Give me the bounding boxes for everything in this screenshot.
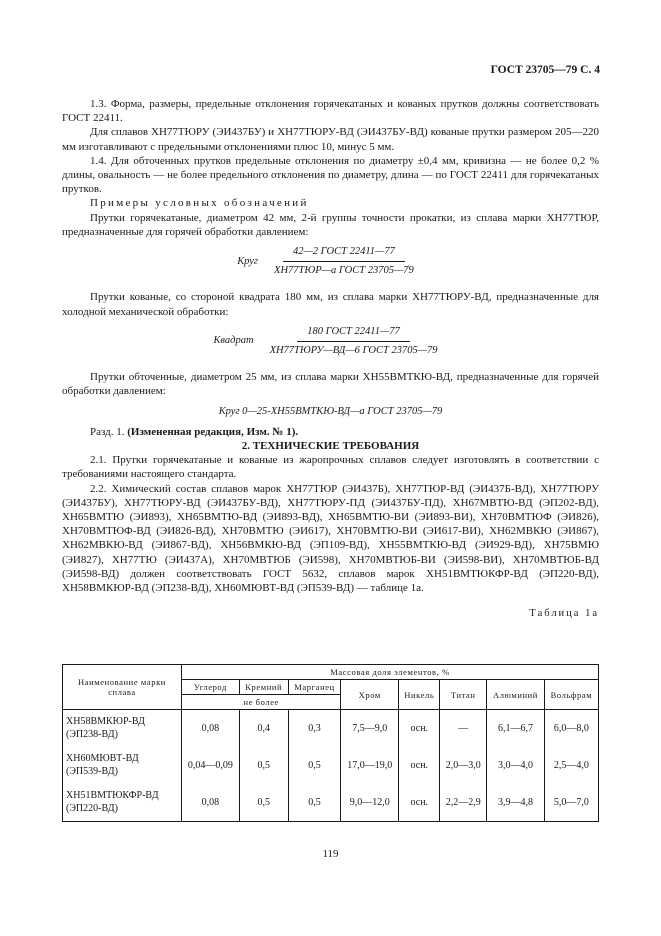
document-body bbox=[62, 97, 599, 626]
cell-tungsten: 6,0—8,0 bbox=[544, 710, 598, 748]
example-3-designation: Круг 0—25-ХН55ВМТКЮ-ВД—а ГОСТ 23705—79 bbox=[218, 405, 443, 417]
paragraph-1-3-alloys: Для сплавов ХН77ТЮРУ (ЭИ437БУ) и ХН77ТЮРУ-ВД (ЭИ437БУ-ВД) кованые прутки размером 205—220 мм изготавливают с предельными отклонениями плюс 10, минус 5 мм. bbox=[62, 126, 599, 153]
examples-title: Примеры условных обозначений bbox=[90, 197, 309, 210]
example-2-label: Квадрат bbox=[213, 335, 254, 347]
cell-silicon: 0,5 bbox=[239, 784, 288, 822]
section-2-title: 2. ТЕХНИЧЕСКИЕ ТРЕБОВАНИЯ bbox=[241, 440, 420, 453]
cell-carbon: 0,08 bbox=[182, 784, 240, 822]
cell-silicon: 0,5 bbox=[239, 747, 288, 784]
example-1-designation bbox=[62, 245, 599, 278]
example-1-label: Круг bbox=[237, 255, 259, 267]
cell-chromium: 9,0—12,0 bbox=[341, 784, 399, 822]
cell-manganese: 0,3 bbox=[288, 710, 341, 748]
cell-titanium: — bbox=[440, 710, 487, 748]
cell-manganese: 0,5 bbox=[288, 784, 341, 822]
section-1-amendment bbox=[62, 425, 599, 439]
example-1-fraction bbox=[264, 245, 424, 278]
example-1-numerator: 42—2 ГОСТ 22411—77 bbox=[283, 245, 405, 262]
cell-tungsten: 5,0—7,0 bbox=[544, 784, 598, 822]
cell-carbon: 0,04—0,09 bbox=[182, 747, 240, 784]
table-header-name: Наименование марки сплава bbox=[63, 665, 182, 710]
cell-silicon: 0,4 bbox=[239, 710, 288, 748]
page-number: 119 bbox=[322, 848, 339, 860]
example-1-text: Прутки горячекатаные, диаметром 42 мм, 2-й группы точности прокатки, из сплава марки ХН77ТЮР, предназначенные для горячей обработки давлением: bbox=[62, 211, 599, 238]
amendment-note: (Измененная редакция, Изм. № 1). bbox=[127, 425, 299, 438]
page-header: ГОСТ 23705—79 С. 4 bbox=[490, 64, 600, 76]
cell-chromium: 7,5—9,0 bbox=[341, 710, 399, 748]
example-3-text: Прутки обточенные, диаметром 25 мм, из сплава марки ХН55ВМТКЮ-ВД, предназначенные для горячей обработки давлением: bbox=[62, 371, 599, 398]
cell-nickel: осн. bbox=[399, 710, 440, 748]
amendment-prefix: Разд. 1. bbox=[90, 425, 125, 438]
col-silicon: Кремний bbox=[239, 680, 288, 695]
paragraph-2-2: 2.2. Химический состав сплавов марок ХН77ТЮР (ЭИ437Б), ХН77ТЮР-ВД (ЭИ437Б-ВД), ХН77ТЮРУ (ЭИ437БУ), ХН77ТЮРУ-ВД (ЭИ437БУ-ВД), ХН77ТЮРУ-ПД (ЭИ437БУ-ПД), ХН67МВТЮ-ВД (ЭП202-ВД), ХН65ВМТЮ (ЭИ893), ХН65ВМТЮ-ВД (ЭИ893-ВД), ХН65ВМТЮ-ВИ (ЭИ893-ВИ), ХН70ВМТЮФ (ЭИ826), ХН70ВМТЮФ-ВД (ЭИ826-ВД), ХН70ВМТЮ (ЭИ617), ХН70ВМТЮ-ВИ (ЭИ617-ВИ), ХН62МВКЮ (ЭИ867), ХН62МВКЮ-ВД (ЭИ867-ВД), ХН56ВМКЮ-ВД (ЭП109-ВД), ХН55ВМТКЮ-ВД (ЭИ929-ВД), ХН75ВМЮ (ЭИ827), ХН77ТЮ (ЭИ437А), ХН70МВТЮБ (ЭИ598), ХН70МВТЮБ-ВИ (ЭИ598-ВИ), ХН70МВТЮБ-ВД (ЭИ598-ВД) должен соответствовать ГОСТ 5632, сплавов марок ХН51ВМТЮКФР-ВД (ЭП220-ВД), ХН58ВМКЮР-ВД (ЭП238-ВД), ХН60МЮВТ-ВД (ЭП539-ВД) — таблице 1а. bbox=[62, 482, 599, 595]
cell-titanium: 2,2—2,9 bbox=[440, 784, 487, 822]
cell-tungsten: 2,5—4,0 bbox=[544, 747, 598, 784]
cell-aluminium: 6,1—6,7 bbox=[487, 710, 545, 748]
example-2-numerator: 180 ГОСТ 22411—77 bbox=[297, 325, 410, 342]
cell-nickel: осн. bbox=[399, 747, 440, 784]
alloy-name: ХН60МЮВТ-ВД (ЭП539-ВД) bbox=[63, 747, 182, 784]
table-row bbox=[63, 710, 599, 748]
col-tungsten: Вольфрам bbox=[544, 680, 598, 710]
table-row bbox=[63, 747, 599, 784]
cell-carbon: 0,08 bbox=[182, 710, 240, 748]
example-2-text: Прутки кованые, со стороной квадрата 180 мм, из сплава марки ХН77ТЮРУ-ВД, предназначенные для холодной механической обработки: bbox=[62, 291, 599, 318]
example-2-designation bbox=[62, 325, 599, 358]
alloy-name: ХН58ВМКЮР-ВД (ЭП238-ВД) bbox=[63, 710, 182, 748]
paragraph-1-4: 1.4. Для обточенных прутков предельные отклонения по диаметру ±0,4 мм, кривизна — не более 0,2 % длины, овальность — не более предельного отклонения по диаметру, длина — по ГОСТ 22411 для горячекатаных прутков. bbox=[62, 154, 599, 196]
cell-aluminium: 3,9—4,8 bbox=[487, 784, 545, 822]
cell-titanium: 2,0—3,0 bbox=[440, 747, 487, 784]
table-header-group: Массовая доля элементов, % bbox=[182, 665, 599, 680]
col-aluminium: Алюминий bbox=[487, 680, 545, 710]
table-row bbox=[63, 784, 599, 822]
paragraph-1-3: 1.3. Форма, размеры, предельные отклонения горячекатаных и кованых прутков должны соответствовать ГОСТ 22411. bbox=[62, 98, 599, 125]
cell-chromium: 17,0—19,0 bbox=[341, 747, 399, 784]
cell-nickel: осн. bbox=[399, 784, 440, 822]
not-more-label: не более bbox=[182, 695, 341, 710]
alloy-name: ХН51ВМТЮКФР-ВД (ЭП220-ВД) bbox=[63, 784, 182, 822]
col-manganese: Марганец bbox=[288, 680, 341, 695]
cell-aluminium: 3,0—4,0 bbox=[487, 747, 545, 784]
example-2-denominator: ХН77ТЮРУ—ВД—6 ГОСТ 23705—79 bbox=[269, 345, 438, 357]
chemical-composition-table bbox=[62, 664, 599, 822]
col-titanium: Титан bbox=[440, 680, 487, 710]
table-caption: Таблица 1а bbox=[529, 608, 599, 620]
col-nickel: Никель bbox=[399, 680, 440, 710]
col-chromium: Хром bbox=[341, 680, 399, 710]
col-carbon: Углерод bbox=[182, 680, 240, 695]
cell-manganese: 0,5 bbox=[288, 747, 341, 784]
example-1-denominator: ХН77ТЮР—а ГОСТ 23705—79 bbox=[274, 265, 414, 277]
example-2-fraction bbox=[260, 325, 448, 358]
paragraph-2-1: 2.1. Прутки горячекатаные и кованые из жаропрочных сплавов следует изготовлять в соответствии с требованиями настоящего стандарта. bbox=[62, 454, 599, 481]
